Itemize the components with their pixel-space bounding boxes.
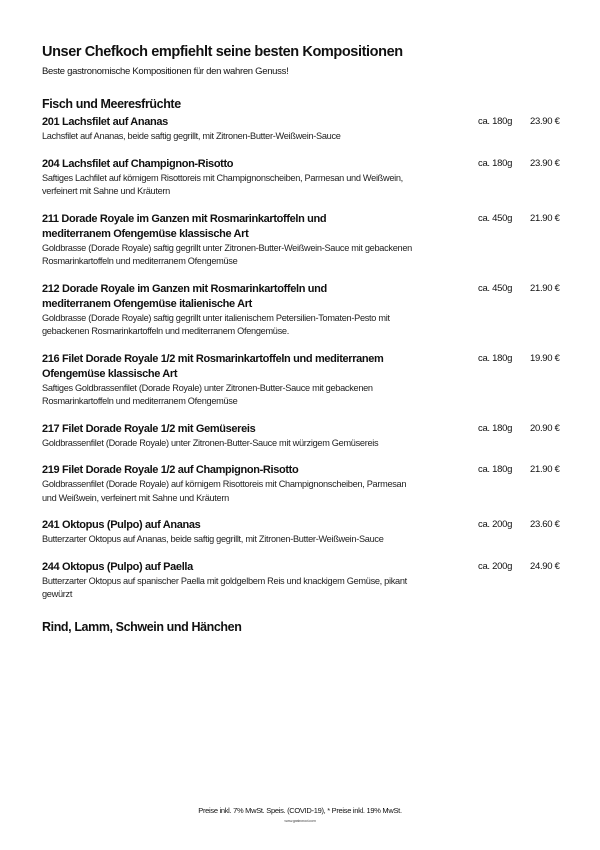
menu-item-description: Goldbrassenfilet (Dorade Royale) auf körnigem Risottoreis mit Champignonscheiben, Parmesan und Weißwein, verfeinert mit Sahne und Kräutern [42,479,407,503]
menu-item-title: 211 Dorade Royale im Ganzen mit Rosmarinkartoffeln und mediterranem Ofengemüse klassische Art [42,212,327,240]
menu-item [42,282,572,339]
menu-item-list [42,115,572,602]
menu-item-title: 216 Filet Dorade Royale 1/2 mit Rosmarinkartoffeln und mediterranem Ofengemüse klassische Art [42,352,384,380]
menu-item-title: 201 Lachsfilet auf Ananas [42,116,168,128]
menu-item-price: 23.90 € [530,157,560,169]
menu-item [42,157,572,199]
menu-item [42,352,572,409]
page-subtitle: Beste gastronomische Kompositionen für den wahren Genuss! [42,66,289,77]
menu-item-weight: ca. 450g [478,282,513,294]
menu-item [42,463,572,505]
menu-item-weight: ca. 200g [478,560,513,572]
menu-item [42,422,572,451]
menu-item-weight: ca. 200g [478,519,513,530]
menu-item-weight: ca. 180g [478,464,513,475]
footer-url: www.gastronovi.com [284,818,316,823]
footer [0,806,600,823]
menu-item-description: Goldbrasse (Dorade Royale) saftig gegrillt unter Zitronen-Butter-Weißwein-Sauce mit gebackenen Rosmarinkartoffeln und mediterranem Ofengemüse [42,242,412,266]
section-heading-fish: Fisch und Meeresfrüchte [42,97,181,111]
menu-item-title: 241 Oktopus (Pulpo) auf Ananas [42,519,201,531]
menu-item [42,212,572,269]
menu-item [42,560,572,602]
menu-item-price: 21.90 € [530,212,560,224]
menu-item-price: 24.90 € [530,560,560,572]
menu-item-description: Goldbrasse (Dorade Royale) saftig gegrillt unter italienischem Petersilien-Tomaten-Pesto mit gebackenen Rosmarinkartoffeln und mediterranem Ofengemüse. [42,312,390,336]
menu-page [42,44,572,638]
menu-item [42,115,572,144]
menu-item-weight: ca. 180g [478,157,513,169]
menu-item-price: 23.90 € [530,116,560,127]
menu-item-title: 217 Filet Dorade Royale 1/2 mit Gemüsereis [42,422,256,435]
menu-item-description: Butterzarter Oktopus auf Ananas, beide saftig gegrillt, mit Zitronen-Butter-Weißwein-Sauce [42,534,384,544]
menu-item-description: Lachsfilet auf Ananas, beide saftig gegrillt, mit Zitronen-Butter-Weißwein-Sauce [42,131,341,141]
menu-item-title: 219 Filet Dorade Royale 1/2 auf Champignon-Risotto [42,464,299,476]
menu-item [42,518,572,547]
menu-item-price: 23.60 € [530,519,560,530]
menu-item-weight: ca. 180g [478,352,513,364]
menu-item-title: 204 Lachsfilet auf Champignon-Risotto [42,157,234,170]
menu-item-description: Saftiges Lachfilet auf körnigem Risottoreis mit Champignonscheiben, Parmesan und Weißwein, verfeinert mit Sahne und Kräutern [42,172,403,196]
menu-item-weight: ca. 180g [478,116,513,127]
menu-item-price: 21.90 € [530,464,560,475]
menu-item-description: Goldbrassenfilet (Dorade Royale) unter Zitronen-Butter-Sauce mit würzigem Gemüsereis [42,437,379,448]
menu-item-title: 244 Oktopus (Pulpo) auf Paella [42,560,193,573]
menu-item-description: Butterzarter Oktopus auf spanischer Paella mit goldgelbem Reis und knackigem Gemüse, pikant gewürzt [42,575,407,599]
menu-item-description: Saftiges Goldbrassenfilet (Dorade Royale) unter Zitronen-Butter-Sauce mit gebackenen Rosmarinkartoffeln und mediterranem Ofengemüse [42,382,373,406]
section-heading-meat: Rind, Lamm, Schwein und Hänchen [42,619,242,634]
menu-item-price: 19.90 € [530,352,560,364]
menu-item-title: 212 Dorade Royale im Ganzen mit Rosmarinkartoffeln und mediterranem Ofengemüse italienische Art [42,282,327,310]
price-note: Preise inkl. 7% MwSt. Speis. (COVID-19), * Preise inkl. 19% MwSt. [198,806,402,815]
menu-item-weight: ca. 450g [478,212,513,224]
menu-item-price: 20.90 € [530,422,560,434]
page-title: Unser Chefkoch empfiehlt seine besten Kompositionen [42,44,403,60]
menu-item-weight: ca. 180g [478,422,513,434]
menu-item-price: 21.90 € [530,282,560,294]
